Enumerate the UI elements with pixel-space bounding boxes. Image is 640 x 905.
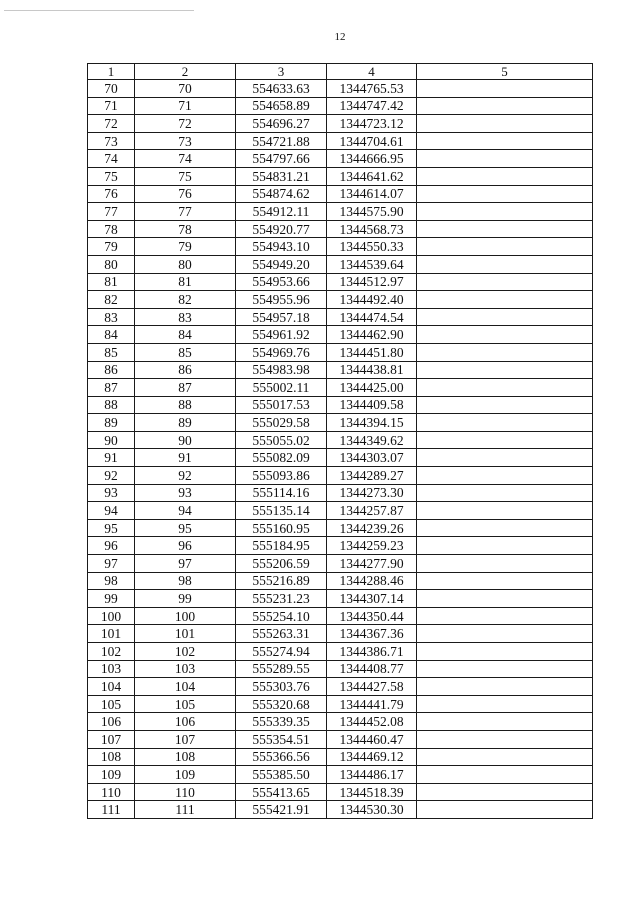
table-cell-col-1: 98 [88, 572, 135, 590]
table-cell-col-5 [417, 502, 593, 520]
table-cell-col-3: 554949.20 [236, 255, 327, 273]
table-cell-col-3: 555289.55 [236, 660, 327, 678]
table-row [88, 150, 593, 168]
table-cell-col-2: 76 [135, 185, 236, 203]
table-cell-col-3: 555303.76 [236, 678, 327, 696]
table-cell-col-5 [417, 150, 593, 168]
table-cell-col-1: 110 [88, 783, 135, 801]
table-cell-col-1: 81 [88, 273, 135, 291]
table-cell-col-5 [417, 361, 593, 379]
table-cell-col-5 [417, 343, 593, 361]
table-cell-col-2: 79 [135, 238, 236, 256]
table-row [88, 660, 593, 678]
table-cell-col-5 [417, 695, 593, 713]
table-cell-col-5 [417, 590, 593, 608]
table-cell-col-1: 92 [88, 467, 135, 485]
table-cell-col-5 [417, 379, 593, 397]
table-cell-col-4: 1344704.61 [327, 132, 417, 150]
table-cell-col-4: 1344765.53 [327, 80, 417, 98]
table-cell-col-4: 1344257.87 [327, 502, 417, 520]
table-cell-col-4: 1344438.81 [327, 361, 417, 379]
table-cell-col-5 [417, 643, 593, 661]
table-cell-col-1: 106 [88, 713, 135, 731]
table-cell-col-4: 1344518.39 [327, 783, 417, 801]
table-cell-col-4: 1344723.12 [327, 115, 417, 133]
coordinates-table [87, 63, 593, 819]
table-cell-col-2: 106 [135, 713, 236, 731]
table-cell-col-5 [417, 308, 593, 326]
table-cell-col-2: 111 [135, 801, 236, 819]
table-row [88, 678, 593, 696]
table-cell-col-1: 111 [88, 801, 135, 819]
table-cell-col-3: 555160.95 [236, 519, 327, 537]
table-cell-col-5 [417, 783, 593, 801]
table-row [88, 80, 593, 98]
table-cell-col-2: 108 [135, 748, 236, 766]
table-cell-col-5 [417, 625, 593, 643]
table-cell-col-2: 104 [135, 678, 236, 696]
table-cell-col-3: 555017.53 [236, 396, 327, 414]
table-cell-col-3: 554957.18 [236, 308, 327, 326]
table-cell-col-4: 1344239.26 [327, 519, 417, 537]
table-cell-col-4: 1344614.07 [327, 185, 417, 203]
table-cell-col-1: 89 [88, 414, 135, 432]
table-cell-col-3: 555216.89 [236, 572, 327, 590]
table-cell-col-1: 86 [88, 361, 135, 379]
table-cell-col-3: 555093.86 [236, 467, 327, 485]
table-cell-col-1: 102 [88, 643, 135, 661]
table-cell-col-2: 70 [135, 80, 236, 98]
page-number: 12 [334, 31, 346, 43]
table-cell-col-2: 109 [135, 766, 236, 784]
table-cell-col-3: 554874.62 [236, 185, 327, 203]
table-cell-col-1: 82 [88, 291, 135, 309]
table-cell-col-5 [417, 326, 593, 344]
table-row [88, 115, 593, 133]
table-cell-col-4: 1344350.44 [327, 607, 417, 625]
table-cell-col-4: 1344408.77 [327, 660, 417, 678]
table-cell-col-2: 93 [135, 484, 236, 502]
table-cell-col-3: 555320.68 [236, 695, 327, 713]
table-cell-col-5 [417, 291, 593, 309]
table-cell-col-3: 554969.76 [236, 343, 327, 361]
table-row [88, 801, 593, 819]
table-cell-col-5 [417, 449, 593, 467]
table-row [88, 379, 593, 397]
table-row [88, 730, 593, 748]
table-cell-col-4: 1344441.79 [327, 695, 417, 713]
table-cell-col-5 [417, 484, 593, 502]
table-cell-col-3: 554721.88 [236, 132, 327, 150]
table-cell-col-1: 103 [88, 660, 135, 678]
table-row [88, 502, 593, 520]
table-row [88, 396, 593, 414]
table-cell-col-5 [417, 537, 593, 555]
table-cell-col-5 [417, 220, 593, 238]
table-cell-col-5 [417, 255, 593, 273]
table-cell-col-2: 94 [135, 502, 236, 520]
table-cell-col-4: 1344666.95 [327, 150, 417, 168]
table-cell-col-2: 84 [135, 326, 236, 344]
table-cell-col-4: 1344367.36 [327, 625, 417, 643]
table-cell-col-2: 86 [135, 361, 236, 379]
table-cell-col-1: 96 [88, 537, 135, 555]
table-cell-col-3: 554961.92 [236, 326, 327, 344]
table-cell-col-5 [417, 431, 593, 449]
table-cell-col-4: 1344427.58 [327, 678, 417, 696]
table-cell-col-1: 95 [88, 519, 135, 537]
table-cell-col-4: 1344307.14 [327, 590, 417, 608]
table-cell-col-1: 71 [88, 97, 135, 115]
table-cell-col-4: 1344303.07 [327, 449, 417, 467]
table-cell-col-1: 84 [88, 326, 135, 344]
table-cell-col-5 [417, 132, 593, 150]
table-cell-col-3: 555135.14 [236, 502, 327, 520]
table-cell-col-3: 555002.11 [236, 379, 327, 397]
table-cell-col-3: 555263.31 [236, 625, 327, 643]
table-row [88, 537, 593, 555]
table-cell-col-4: 1344386.71 [327, 643, 417, 661]
table-cell-col-1: 105 [88, 695, 135, 713]
table-cell-col-2: 91 [135, 449, 236, 467]
table-cell-col-4: 1344469.12 [327, 748, 417, 766]
table-cell-col-4: 1344259.23 [327, 537, 417, 555]
table-cell-col-4: 1344425.00 [327, 379, 417, 397]
table-cell-col-5 [417, 607, 593, 625]
table-cell-col-1: 104 [88, 678, 135, 696]
table-cell-col-5 [417, 555, 593, 573]
table-cell-col-5 [417, 97, 593, 115]
table-cell-col-2: 77 [135, 203, 236, 221]
table-cell-col-4: 1344474.54 [327, 308, 417, 326]
table-row [88, 308, 593, 326]
table-cell-col-3: 555385.50 [236, 766, 327, 784]
table-cell-col-4: 1344512.97 [327, 273, 417, 291]
table-cell-col-1: 85 [88, 343, 135, 361]
table-row [88, 220, 593, 238]
table-cell-col-3: 555082.09 [236, 449, 327, 467]
table-cell-col-2: 105 [135, 695, 236, 713]
table-cell-col-3: 555274.94 [236, 643, 327, 661]
table-cell-col-2: 89 [135, 414, 236, 432]
table-cell-col-5 [417, 660, 593, 678]
table-row [88, 449, 593, 467]
table-cell-col-2: 75 [135, 167, 236, 185]
table-cell-col-4: 1344641.62 [327, 167, 417, 185]
table-cell-col-5 [417, 572, 593, 590]
table-cell-col-1: 107 [88, 730, 135, 748]
table-row [88, 555, 593, 573]
table-row [88, 713, 593, 731]
table-cell-col-2: 83 [135, 308, 236, 326]
table-cell-col-1: 80 [88, 255, 135, 273]
table-cell-col-2: 78 [135, 220, 236, 238]
table-row [88, 590, 593, 608]
table-row [88, 607, 593, 625]
table-cell-col-3: 554953.66 [236, 273, 327, 291]
table-cell-col-5 [417, 273, 593, 291]
column-header-2: 2 [135, 64, 236, 80]
table-cell-col-5 [417, 713, 593, 731]
table-row [88, 484, 593, 502]
table-cell-col-1: 76 [88, 185, 135, 203]
table-row [88, 203, 593, 221]
table-cell-col-1: 108 [88, 748, 135, 766]
table-row [88, 97, 593, 115]
table-cell-col-1: 90 [88, 431, 135, 449]
table-cell-col-4: 1344550.33 [327, 238, 417, 256]
table-row [88, 625, 593, 643]
table-cell-col-5 [417, 748, 593, 766]
table-cell-col-5 [417, 115, 593, 133]
table-cell-col-2: 97 [135, 555, 236, 573]
table-cell-col-1: 100 [88, 607, 135, 625]
table-cell-col-4: 1344277.90 [327, 555, 417, 573]
table-cell-col-5 [417, 238, 593, 256]
table-cell-col-3: 555339.35 [236, 713, 327, 731]
table-cell-col-3: 554696.27 [236, 115, 327, 133]
table-cell-col-4: 1344492.40 [327, 291, 417, 309]
table-cell-col-3: 555254.10 [236, 607, 327, 625]
table-cell-col-1: 83 [88, 308, 135, 326]
table-cell-col-2: 87 [135, 379, 236, 397]
table-header-row [88, 64, 593, 80]
table-cell-col-2: 90 [135, 431, 236, 449]
table-cell-col-2: 73 [135, 132, 236, 150]
table-cell-col-2: 85 [135, 343, 236, 361]
column-header-1: 1 [88, 64, 135, 80]
table-cell-col-4: 1344460.47 [327, 730, 417, 748]
table-cell-col-2: 98 [135, 572, 236, 590]
table-row [88, 748, 593, 766]
table-cell-col-1: 88 [88, 396, 135, 414]
table-cell-col-3: 555206.59 [236, 555, 327, 573]
table-cell-col-3: 555231.23 [236, 590, 327, 608]
table-cell-col-2: 107 [135, 730, 236, 748]
table-cell-col-4: 1344394.15 [327, 414, 417, 432]
table-row [88, 167, 593, 185]
table-cell-col-3: 555055.02 [236, 431, 327, 449]
scan-edge-mark [4, 10, 194, 11]
table-row [88, 238, 593, 256]
table-cell-col-4: 1344409.58 [327, 396, 417, 414]
table-cell-col-2: 80 [135, 255, 236, 273]
table-cell-col-3: 555421.91 [236, 801, 327, 819]
table-cell-col-4: 1344273.30 [327, 484, 417, 502]
table-cell-col-4: 1344462.90 [327, 326, 417, 344]
table-cell-col-3: 554943.10 [236, 238, 327, 256]
table-cell-col-1: 77 [88, 203, 135, 221]
table-cell-col-2: 88 [135, 396, 236, 414]
table-cell-col-5 [417, 678, 593, 696]
table-cell-col-3: 555114.16 [236, 484, 327, 502]
table-cell-col-3: 555354.51 [236, 730, 327, 748]
table-row [88, 783, 593, 801]
table-cell-col-2: 101 [135, 625, 236, 643]
table-cell-col-2: 71 [135, 97, 236, 115]
table-cell-col-3: 554920.77 [236, 220, 327, 238]
table-cell-col-4: 1344349.62 [327, 431, 417, 449]
table-row [88, 695, 593, 713]
table-cell-col-3: 555029.58 [236, 414, 327, 432]
table-cell-col-3: 555184.95 [236, 537, 327, 555]
table-cell-col-4: 1344575.90 [327, 203, 417, 221]
column-header-5: 5 [417, 64, 593, 80]
table-body [88, 64, 593, 819]
table-cell-col-5 [417, 801, 593, 819]
table-row [88, 572, 593, 590]
table-cell-col-5 [417, 730, 593, 748]
table-cell-col-4: 1344486.17 [327, 766, 417, 784]
table-cell-col-5 [417, 396, 593, 414]
table-cell-col-1: 70 [88, 80, 135, 98]
table-cell-col-1: 72 [88, 115, 135, 133]
table-cell-col-1: 91 [88, 449, 135, 467]
table-cell-col-2: 95 [135, 519, 236, 537]
column-header-4: 4 [327, 64, 417, 80]
table-row [88, 361, 593, 379]
table-cell-col-4: 1344747.42 [327, 97, 417, 115]
table-cell-col-5 [417, 766, 593, 784]
table-cell-col-1: 79 [88, 238, 135, 256]
table-cell-col-1: 101 [88, 625, 135, 643]
table-cell-col-4: 1344568.73 [327, 220, 417, 238]
table-cell-col-5 [417, 185, 593, 203]
table-cell-col-1: 109 [88, 766, 135, 784]
table-cell-col-2: 92 [135, 467, 236, 485]
table-row [88, 431, 593, 449]
table-cell-col-3: 554633.63 [236, 80, 327, 98]
table-row [88, 185, 593, 203]
table-cell-col-3: 554912.11 [236, 203, 327, 221]
table-row [88, 467, 593, 485]
table-cell-col-5 [417, 467, 593, 485]
table-cell-col-3: 555413.65 [236, 783, 327, 801]
table-row [88, 273, 593, 291]
table-cell-col-1: 94 [88, 502, 135, 520]
table-cell-col-3: 554797.66 [236, 150, 327, 168]
table-cell-col-1: 74 [88, 150, 135, 168]
table-cell-col-1: 78 [88, 220, 135, 238]
table-row [88, 643, 593, 661]
table-row [88, 255, 593, 273]
table-row [88, 414, 593, 432]
table-cell-col-1: 87 [88, 379, 135, 397]
table-cell-col-5 [417, 167, 593, 185]
table-row [88, 132, 593, 150]
table-cell-col-3: 555366.56 [236, 748, 327, 766]
table-cell-col-2: 82 [135, 291, 236, 309]
table-row [88, 343, 593, 361]
table-cell-col-1: 75 [88, 167, 135, 185]
table-cell-col-2: 74 [135, 150, 236, 168]
table-row [88, 326, 593, 344]
table-cell-col-3: 554831.21 [236, 167, 327, 185]
table-cell-col-4: 1344288.46 [327, 572, 417, 590]
table-row [88, 291, 593, 309]
column-header-3: 3 [236, 64, 327, 80]
table-cell-col-2: 102 [135, 643, 236, 661]
table-cell-col-4: 1344289.27 [327, 467, 417, 485]
table-cell-col-1: 97 [88, 555, 135, 573]
table-cell-col-1: 73 [88, 132, 135, 150]
table-cell-col-5 [417, 414, 593, 432]
table-row [88, 766, 593, 784]
table-cell-col-4: 1344539.64 [327, 255, 417, 273]
table-cell-col-4: 1344530.30 [327, 801, 417, 819]
table-cell-col-3: 554955.96 [236, 291, 327, 309]
table-cell-col-1: 93 [88, 484, 135, 502]
table-cell-col-5 [417, 203, 593, 221]
table-cell-col-2: 103 [135, 660, 236, 678]
table-cell-col-4: 1344451.80 [327, 343, 417, 361]
table-cell-col-2: 99 [135, 590, 236, 608]
table-cell-col-3: 554658.89 [236, 97, 327, 115]
table-cell-col-2: 72 [135, 115, 236, 133]
table-row [88, 519, 593, 537]
table-cell-col-1: 99 [88, 590, 135, 608]
table-cell-col-5 [417, 519, 593, 537]
table-cell-col-2: 81 [135, 273, 236, 291]
table-cell-col-2: 100 [135, 607, 236, 625]
table-cell-col-4: 1344452.08 [327, 713, 417, 731]
table-cell-col-2: 96 [135, 537, 236, 555]
table-cell-col-2: 110 [135, 783, 236, 801]
table-cell-col-3: 554983.98 [236, 361, 327, 379]
table-cell-col-5 [417, 80, 593, 98]
